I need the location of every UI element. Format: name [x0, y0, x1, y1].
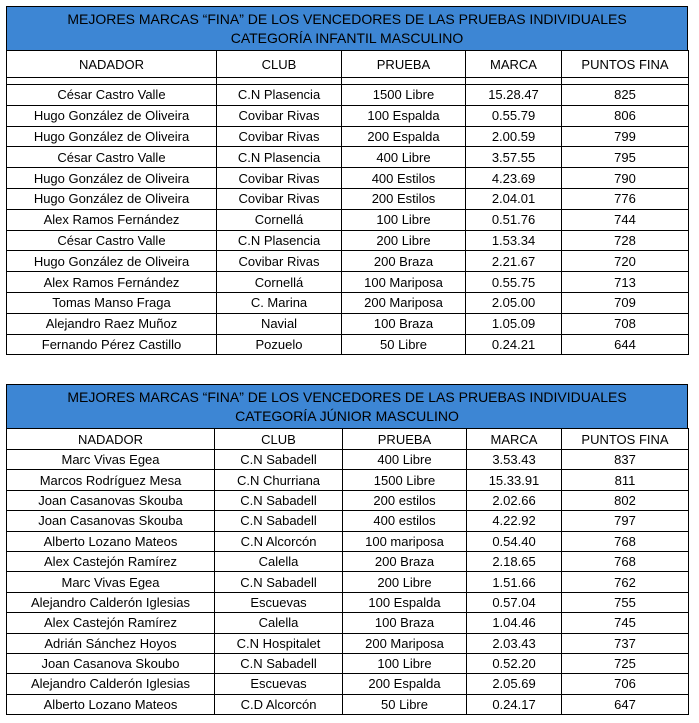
- cell-puntos-fina: 706: [562, 674, 689, 694]
- table-title-line2: CATEGORÍA JÚNIOR MASCULINO: [235, 408, 459, 424]
- spacer-cell: [562, 78, 689, 85]
- cell-puntos-fina: 725: [562, 653, 689, 673]
- header-club: CLUB: [217, 51, 342, 78]
- cell-marca: 1.51.66: [467, 572, 562, 592]
- header-row: [7, 51, 689, 78]
- cell-prueba: 100 Libre: [343, 653, 467, 673]
- header-marca: MARCA: [466, 51, 562, 78]
- cell-prueba: 200 Espalda: [343, 674, 467, 694]
- cell-puntos-fina: 790: [562, 168, 689, 189]
- cell-marca: 2.03.43: [467, 633, 562, 653]
- cell-club: Covibar Rivas: [217, 126, 342, 147]
- cell-puntos-fina: 802: [562, 490, 689, 510]
- header-row: [7, 429, 689, 450]
- spacer-row: [7, 78, 689, 85]
- cell-nadador: Tomas Manso Fraga: [7, 292, 217, 313]
- table-row: [7, 694, 689, 714]
- header-marca: MARCA: [467, 429, 562, 450]
- cell-prueba: 100 Mariposa: [342, 272, 466, 293]
- cell-prueba: 200 Mariposa: [342, 292, 466, 313]
- table-row: [7, 230, 689, 251]
- cell-marca: 1.05.09: [466, 313, 562, 334]
- cell-puntos-fina: 647: [562, 694, 689, 714]
- cell-marca: 0.24.17: [467, 694, 562, 714]
- cell-prueba: 1500 Libre: [343, 470, 467, 490]
- cell-marca: 2.21.67: [466, 251, 562, 272]
- cell-puntos-fina: 795: [562, 147, 689, 168]
- cell-club: C.N Churriana: [215, 470, 343, 490]
- cell-puntos-fina: 755: [562, 592, 689, 612]
- cell-club: Navial: [217, 313, 342, 334]
- table-row: [7, 531, 689, 551]
- table-row: [7, 168, 689, 189]
- junior-results-table: [6, 384, 688, 715]
- cell-prueba: 200 Braza: [342, 251, 466, 272]
- cell-club: C.N Alcorcón: [215, 531, 343, 551]
- cell-nadador: Alejandro Calderón Iglesias: [7, 674, 215, 694]
- cell-nadador: Hugo González de Oliveira: [7, 168, 217, 189]
- cell-nadador: Fernando Pérez Castillo: [7, 334, 217, 355]
- header-nadador: NADADOR: [7, 51, 217, 78]
- header-club: CLUB: [215, 429, 343, 450]
- table-row: [7, 633, 689, 653]
- cell-prueba: 100 Libre: [342, 209, 466, 230]
- cell-prueba: 50 Libre: [342, 334, 466, 355]
- cell-club: Covibar Rivas: [217, 105, 342, 126]
- table-title: [6, 384, 688, 428]
- table-title-line2: CATEGORÍA INFANTIL MASCULINO: [230, 30, 464, 46]
- spacer-cell: [217, 78, 342, 85]
- cell-nadador: Alex Castejón Ramírez: [7, 613, 215, 633]
- cell-nadador: Alejandro Calderón Iglesias: [7, 592, 215, 612]
- table-row: [7, 209, 689, 230]
- cell-prueba: 400 Libre: [343, 450, 467, 470]
- cell-puntos-fina: 745: [562, 613, 689, 633]
- cell-prueba: 400 estilos: [343, 511, 467, 531]
- cell-marca: 0.55.75: [466, 272, 562, 293]
- cell-marca: 1.53.34: [466, 230, 562, 251]
- table-row: [7, 126, 689, 147]
- cell-nadador: Alberto Lozano Mateos: [7, 531, 215, 551]
- cell-prueba: 200 Estilos: [342, 188, 466, 209]
- table-row: [7, 572, 689, 592]
- cell-nadador: Marcos Rodríguez Mesa: [7, 470, 215, 490]
- table-title: [6, 6, 688, 50]
- table-row: [7, 85, 689, 106]
- table-body: [7, 78, 689, 355]
- cell-marca: 2.05.69: [467, 674, 562, 694]
- table-row: [7, 313, 689, 334]
- table-title-line1: MEJORES MARCAS “FINA” DE LOS VENCEDORES DE LAS PRUEBAS INDIVIDUALES: [67, 389, 627, 405]
- cell-nadador: Alejandro Raez Muñoz: [7, 313, 217, 334]
- table-title-line1: MEJORES MARCAS “FINA” DE LOS VENCEDORES DE LAS PRUEBAS INDIVIDUALES: [67, 11, 627, 27]
- cell-marca: 0.24.21: [466, 334, 562, 355]
- cell-prueba: 100 Braza: [343, 613, 467, 633]
- cell-puntos-fina: 762: [562, 572, 689, 592]
- spacer-cell: [7, 78, 217, 85]
- cell-nadador: Joan Casanovas Skouba: [7, 511, 215, 531]
- table-row: [7, 551, 689, 571]
- cell-nadador: Adrián Sánchez Hoyos: [7, 633, 215, 653]
- cell-nadador: Marc Vivas Egea: [7, 450, 215, 470]
- cell-prueba: 200 Braza: [343, 551, 467, 571]
- cell-club: C.N Sabadell: [215, 450, 343, 470]
- cell-marca: 2.18.65: [467, 551, 562, 571]
- cell-nadador: Hugo González de Oliveira: [7, 105, 217, 126]
- table-row: [7, 592, 689, 612]
- table-row: [7, 674, 689, 694]
- cell-puntos-fina: 825: [562, 85, 689, 106]
- cell-prueba: 400 Estilos: [342, 168, 466, 189]
- cell-club: C.N Sabadell: [215, 653, 343, 673]
- cell-nadador: Hugo González de Oliveira: [7, 188, 217, 209]
- cell-prueba: 1500 Libre: [342, 85, 466, 106]
- cell-puntos-fina: 837: [562, 450, 689, 470]
- header-nadador: NADADOR: [7, 429, 215, 450]
- cell-nadador: César Castro Valle: [7, 230, 217, 251]
- cell-marca: 15.28.47: [466, 85, 562, 106]
- cell-club: Covibar Rivas: [217, 251, 342, 272]
- cell-club: C.N Sabadell: [215, 490, 343, 510]
- table-row: [7, 511, 689, 531]
- cell-marca: 1.04.46: [467, 613, 562, 633]
- cell-club: Pozuelo: [217, 334, 342, 355]
- table-row: [7, 334, 689, 355]
- cell-puntos-fina: 744: [562, 209, 689, 230]
- cell-marca: 0.52.20: [467, 653, 562, 673]
- cell-marca: 15.33.91: [467, 470, 562, 490]
- cell-nadador: César Castro Valle: [7, 85, 217, 106]
- cell-marca: 3.53.43: [467, 450, 562, 470]
- cell-nadador: Alex Castejón Ramírez: [7, 551, 215, 571]
- cell-prueba: 200 estilos: [343, 490, 467, 510]
- header-puntos-fina: PUNTOS FINA: [562, 51, 689, 78]
- cell-marca: 0.57.04: [467, 592, 562, 612]
- cell-marca: 2.02.66: [467, 490, 562, 510]
- table-row: [7, 105, 689, 126]
- cell-marca: 4.22.92: [467, 511, 562, 531]
- cell-puntos-fina: 811: [562, 470, 689, 490]
- cell-nadador: Alberto Lozano Mateos: [7, 694, 215, 714]
- cell-marca: 4.23.69: [466, 168, 562, 189]
- cell-club: Escuevas: [215, 674, 343, 694]
- header-prueba: PRUEBA: [343, 429, 467, 450]
- spacer-cell: [342, 78, 466, 85]
- cell-club: C.D Alcorcón: [215, 694, 343, 714]
- table-row: [7, 272, 689, 293]
- table-row: [7, 147, 689, 168]
- cell-club: Calella: [215, 551, 343, 571]
- cell-puntos-fina: 776: [562, 188, 689, 209]
- cell-nadador: Joan Casanova Skoubo: [7, 653, 215, 673]
- cell-puntos-fina: 709: [562, 292, 689, 313]
- header-prueba: PRUEBA: [342, 51, 466, 78]
- cell-marca: 2.00.59: [466, 126, 562, 147]
- cell-marca: 0.55.79: [466, 105, 562, 126]
- cell-puntos-fina: 713: [562, 272, 689, 293]
- table-row: [7, 470, 689, 490]
- cell-marca: 2.04.01: [466, 188, 562, 209]
- cell-prueba: 100 Espalda: [342, 105, 466, 126]
- table-row: [7, 251, 689, 272]
- cell-prueba: 200 Libre: [342, 230, 466, 251]
- cell-club: C.N Plasencia: [217, 85, 342, 106]
- cell-club: C.N Plasencia: [217, 230, 342, 251]
- cell-nadador: Joan Casanovas Skouba: [7, 490, 215, 510]
- table-row: [7, 490, 689, 510]
- cell-prueba: 400 Libre: [342, 147, 466, 168]
- cell-prueba: 50 Libre: [343, 694, 467, 714]
- cell-puntos-fina: 799: [562, 126, 689, 147]
- table-row: [7, 292, 689, 313]
- cell-nadador: Alex Ramos Fernández: [7, 272, 217, 293]
- cell-club: C.N Sabadell: [215, 572, 343, 592]
- cell-club: Cornellá: [217, 272, 342, 293]
- cell-nadador: Hugo González de Oliveira: [7, 126, 217, 147]
- cell-prueba: 200 Mariposa: [343, 633, 467, 653]
- cell-club: C.N Sabadell: [215, 511, 343, 531]
- cell-nadador: César Castro Valle: [7, 147, 217, 168]
- table-body: [7, 450, 689, 715]
- cell-puntos-fina: 708: [562, 313, 689, 334]
- cell-puntos-fina: 644: [562, 334, 689, 355]
- table-row: [7, 653, 689, 673]
- cell-prueba: 100 Espalda: [343, 592, 467, 612]
- cell-club: C.N Plasencia: [217, 147, 342, 168]
- cell-nadador: Hugo González de Oliveira: [7, 251, 217, 272]
- cell-club: Escuevas: [215, 592, 343, 612]
- cell-puntos-fina: 720: [562, 251, 689, 272]
- header-puntos-fina: PUNTOS FINA: [562, 429, 689, 450]
- cell-puntos-fina: 806: [562, 105, 689, 126]
- cell-club: C. Marina: [217, 292, 342, 313]
- cell-club: Cornellá: [217, 209, 342, 230]
- infantil-results-table: [6, 6, 688, 355]
- cell-marca: 3.57.55: [466, 147, 562, 168]
- cell-prueba: 100 mariposa: [343, 531, 467, 551]
- spacer-cell: [466, 78, 562, 85]
- cell-nadador: Marc Vivas Egea: [7, 572, 215, 592]
- cell-puntos-fina: 728: [562, 230, 689, 251]
- cell-prueba: 200 Libre: [343, 572, 467, 592]
- cell-club: Covibar Rivas: [217, 168, 342, 189]
- cell-marca: 0.51.76: [466, 209, 562, 230]
- cell-club: Calella: [215, 613, 343, 633]
- cell-puntos-fina: 797: [562, 511, 689, 531]
- cell-prueba: 200 Espalda: [342, 126, 466, 147]
- table-row: [7, 613, 689, 633]
- cell-marca: 2.05.00: [466, 292, 562, 313]
- cell-marca: 0.54.40: [467, 531, 562, 551]
- cell-puntos-fina: 768: [562, 551, 689, 571]
- cell-club: Covibar Rivas: [217, 188, 342, 209]
- cell-nadador: Alex Ramos Fernández: [7, 209, 217, 230]
- table-row: [7, 188, 689, 209]
- cell-puntos-fina: 737: [562, 633, 689, 653]
- cell-club: C.N Hospitalet: [215, 633, 343, 653]
- table-row: [7, 450, 689, 470]
- cell-prueba: 100 Braza: [342, 313, 466, 334]
- cell-puntos-fina: 768: [562, 531, 689, 551]
